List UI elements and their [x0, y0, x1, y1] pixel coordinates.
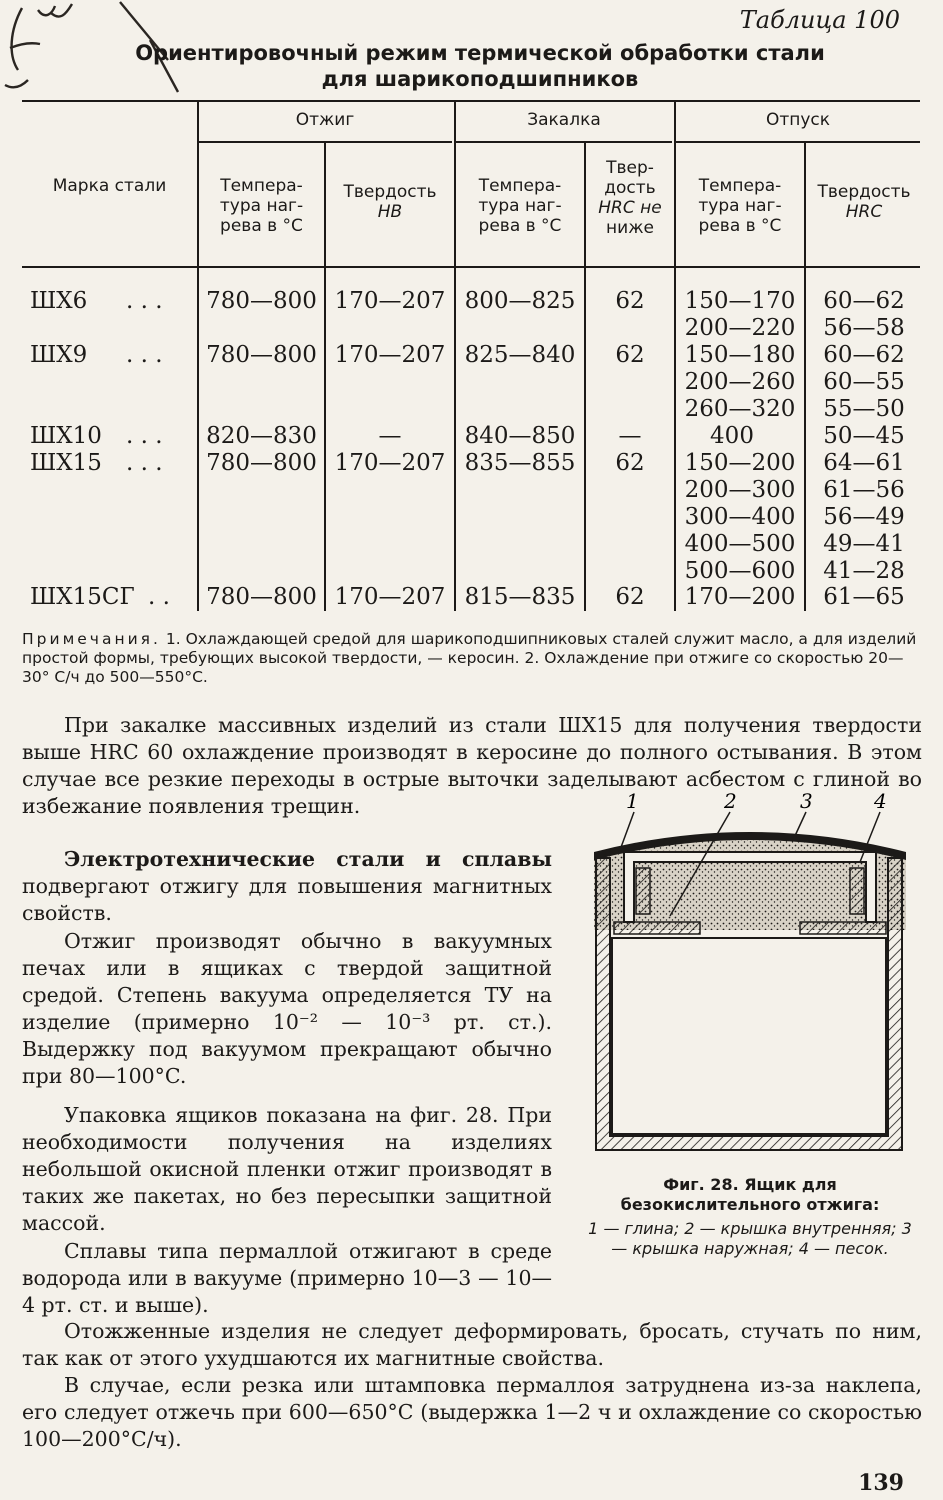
table-notes [22, 630, 922, 687]
steel-grade: ШХ6 [30, 288, 88, 314]
temper-hardness: 41—28 [823, 558, 905, 584]
leader-dots: . . . [126, 342, 163, 368]
figure-caption-title: Фиг. 28. Ящик для безокислительного отжига: [620, 1175, 880, 1214]
steel-grade: ШХ9 [30, 342, 88, 368]
header-temper-temp: Темпера- тура наг- рева в °C [698, 176, 782, 236]
header-annealing-temp: Темпера- тура наг- рева в °C [219, 176, 304, 236]
annealing-temp: 780—800 [206, 584, 317, 610]
temper-temp: 150—170 [684, 288, 796, 314]
paragraph: Сплавы типа пермаллой отжигают в среде водорода или в вакууме (примерно 10—3 — 10—4 рт. ст. и выше). [22, 1239, 552, 1317]
quench-temp: 835—855 [464, 450, 576, 476]
quench-temp: 800—825 [464, 288, 576, 314]
header-tempering: Отпуск [765, 110, 831, 130]
annealing-temp: 780—800 [206, 288, 317, 314]
paragraph: Упаковка ящиков показана на фиг. 28. При необходимости получения на изделиях небольшой окисной пленки отжиг производят в таких же пакетах, но без пересыпки защитной массой. [22, 1103, 552, 1235]
inner-cavity [612, 938, 886, 1134]
header-steel-grade: Марка стали [52, 176, 167, 196]
paragraph: В случае, если резка или штамповка пермаллоя затруднена из-за наклепа, его следует отжечь при 600—650°C (выдержка 1—2 ч и охлаждение со скоростью 100—200°C/ч). [22, 1373, 922, 1451]
group-rule-tempering [676, 141, 920, 143]
table-top-rule [22, 100, 920, 102]
table-header-rule [22, 266, 920, 268]
leader-dots: . . . [126, 288, 163, 314]
temper-hardness: 60—55 [823, 369, 905, 395]
temper-temp: 300—400 [684, 504, 796, 530]
header-annealing: Отжиг [295, 110, 355, 130]
quench-hardness: 62 [615, 450, 645, 476]
temper-temp: 200—260 [684, 369, 796, 395]
table-title-line-2: для шарикоподшипников [321, 67, 639, 91]
quench-hardness: — [618, 423, 642, 449]
temper-hardness: 61—65 [823, 584, 905, 610]
quench-hardness: 62 [615, 342, 645, 368]
figure-label-4: 4 [874, 790, 887, 813]
annealing-hardness: 170—207 [334, 288, 446, 314]
annealing-temp: 820—830 [206, 423, 317, 449]
quench-temp: 815—835 [464, 584, 576, 610]
temper-hardness: 49—41 [823, 531, 905, 557]
rim-left [614, 922, 700, 934]
temper-hardness: 64—61 [823, 450, 905, 476]
temper-hardness: 61—56 [823, 477, 905, 503]
temper-hardness: 60—62 [823, 288, 905, 314]
temper-temp: 500—600 [684, 558, 796, 584]
quench-hardness: 62 [615, 584, 645, 610]
figure-caption [580, 1175, 920, 1259]
figure-caption-legend: 1 — глина; 2 — крышка внутренняя; 3 — крышка наружная; 4 — песок. [588, 1219, 912, 1258]
header-quench-temp: Темпера- тура наг- рева в °C [478, 176, 562, 236]
temper-hardness: 56—58 [823, 315, 905, 341]
temper-temp: 150—200 [684, 450, 796, 476]
temper-temp: 200—300 [684, 477, 796, 503]
paragraph-bold-lead: Электротехнические стали и сплавы [64, 847, 552, 871]
annealing-hardness: 170—207 [334, 342, 446, 368]
post-right [850, 868, 864, 914]
temper-temp: 200—220 [684, 315, 796, 341]
header-temper-hardness: Твердость HRC [817, 182, 911, 222]
rim-right [800, 922, 886, 934]
group-rule-quenching [456, 141, 672, 143]
quench-hardness: 62 [615, 288, 645, 314]
header-quenching: Закалка [527, 110, 601, 130]
annealing-box-figure [584, 790, 916, 1170]
temper-hardness: 60—62 [823, 342, 905, 368]
header-annealing-hardness: Твердость HB [343, 182, 437, 222]
figure-label-2: 2 [724, 790, 737, 813]
post-left [636, 868, 650, 914]
notes-text: 1. Охлаждающей средой для шарикоподшипниковых сталей служит масло, а для изделий простой формы, требующих высокой твердости, — керосин. 2. Охлаждение при отжиге со скоростью 20—30° C/ч до 500—550°C. [22, 630, 917, 686]
quench-temp: 825—840 [464, 342, 576, 368]
leader-dots: . . [148, 584, 170, 610]
annealing-hardness: 170—207 [334, 584, 446, 610]
leader-dots: . . . [126, 423, 163, 449]
temper-temp: 400 [710, 423, 754, 449]
annealing-hardness: — [378, 423, 402, 449]
quench-temp: 840—850 [464, 423, 576, 449]
temper-temp: 400—500 [684, 531, 796, 557]
paragraph: Отжиг производят обычно в вакуумных печах или в ящиках с твердой защитной средой. Степень вакуума определяется ТУ на изделие (примерно 10⁻² — 10⁻³ рт. ст.). Выдержку под вакуумом прекращают обычно при 80—100°C. [22, 929, 552, 1088]
steel-grade: ШХ15СГ [30, 584, 135, 610]
temper-temp: 170—200 [684, 584, 796, 610]
page-number: 139 [858, 1470, 904, 1496]
leader-dots: . . . [126, 450, 163, 476]
paragraph: Электротехнические стали и сплавы подвергают отжигу для повышения магнитных свойств. [22, 847, 552, 925]
paragraph: При закалке массивных изделий из стали ШХ15 для получения твердости выше HRC 60 охлаждение производят в керосине до полного остывания. В этом случае все резкие переходы в острые выточки заделывают асбестом с глиной во избежание появления трещин. [22, 713, 922, 818]
figure-label-3: 3 [800, 790, 813, 813]
figure-label-1: 1 [626, 790, 639, 813]
notes-lead: Примечания. [22, 630, 161, 648]
annealing-temp: 780—800 [206, 342, 317, 368]
temper-hardness: 56—49 [823, 504, 905, 530]
annealing-hardness: 170—207 [334, 450, 446, 476]
temper-temp: 150—180 [684, 342, 796, 368]
steel-grade: ШХ15 [30, 450, 102, 476]
table-title-line-1: Ориентировочный режим термической обработки стали [135, 41, 825, 65]
header-quench-hardness: Твер- дость HRC не ниже [598, 158, 662, 238]
table-title [100, 40, 860, 92]
paragraph: Отожженные изделия не следует деформировать, бросать, стучать по ним, так как от этого ухудшаются их магнитные свойства. [22, 1319, 922, 1370]
annealing-temp: 780—800 [206, 450, 317, 476]
temper-hardness: 50—45 [823, 423, 905, 449]
steel-grade: ШХ10 [30, 423, 102, 449]
temper-temp: 260—320 [684, 396, 796, 422]
temper-hardness: 55—50 [823, 396, 905, 422]
table-number: Таблица 100 [739, 6, 900, 34]
